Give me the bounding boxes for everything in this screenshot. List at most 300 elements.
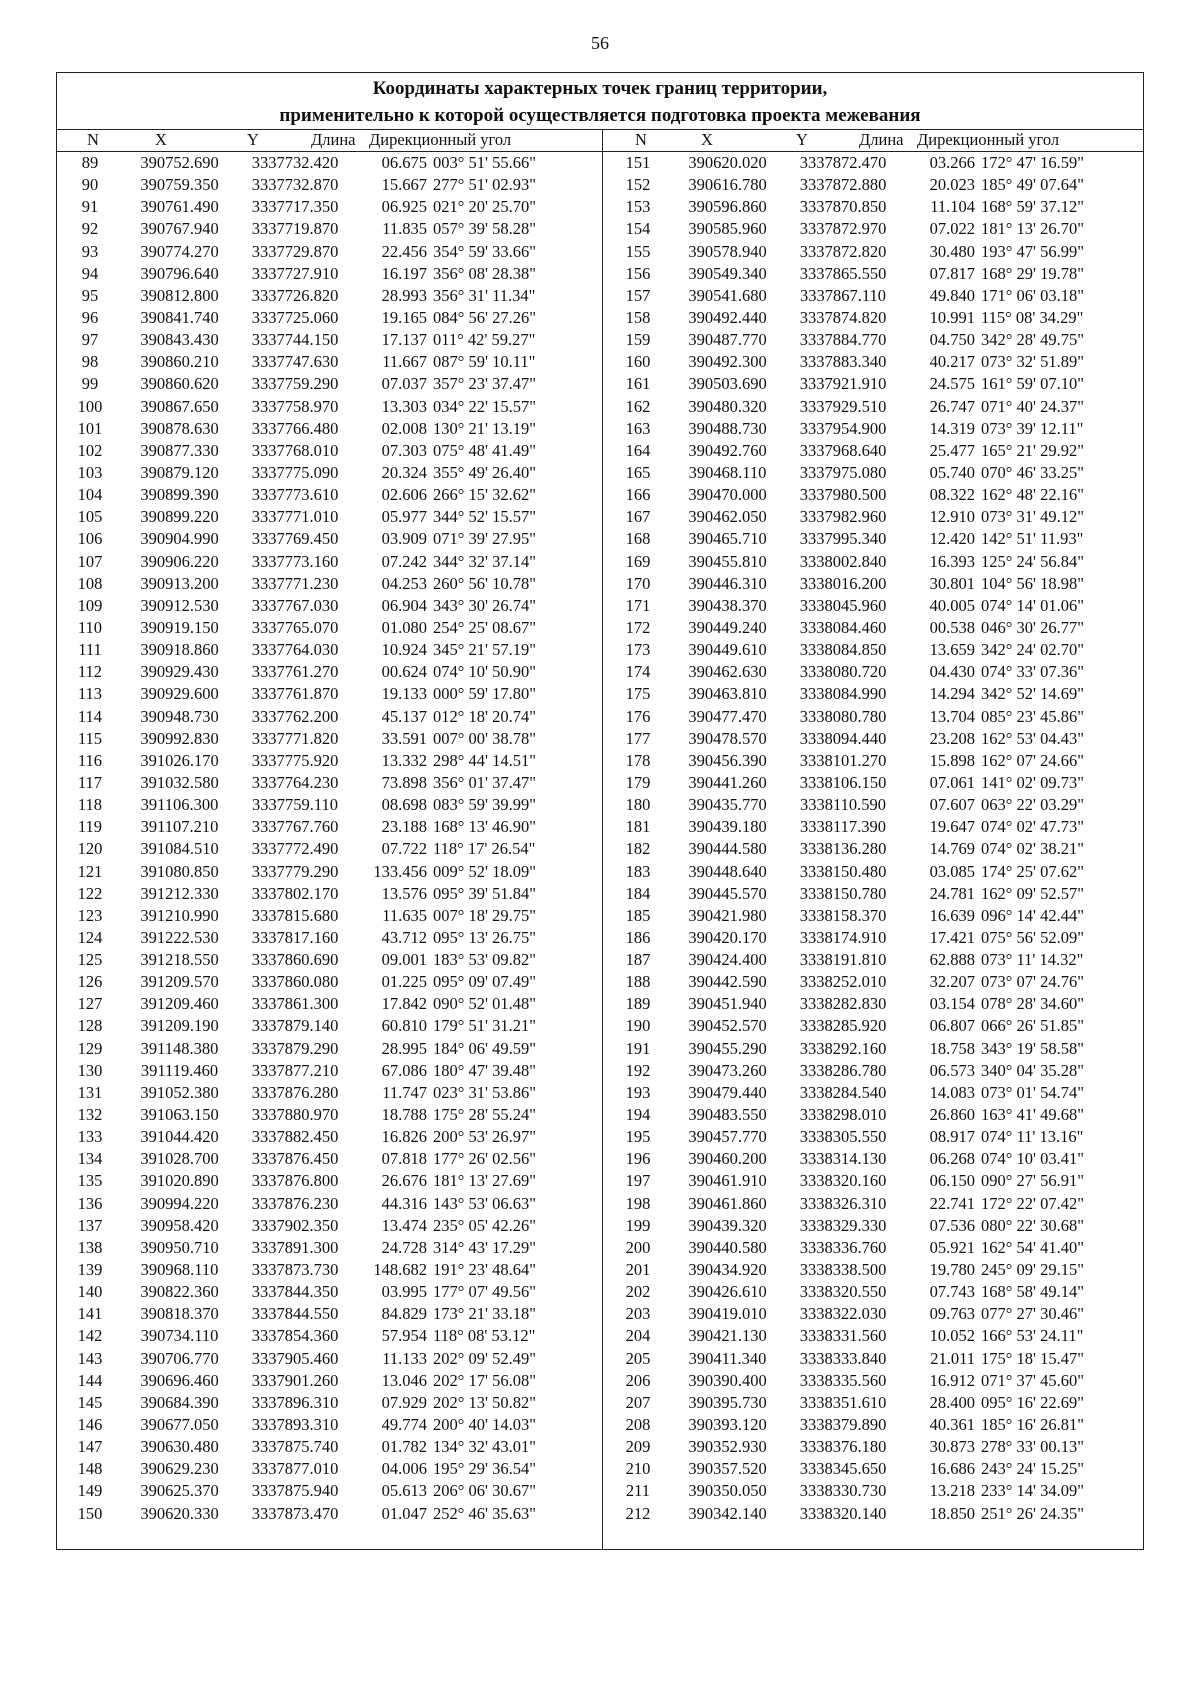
point-number: 117 [77,772,103,792]
y-coordinate: 3337877.210 [251,1060,339,1080]
x-coordinate: 390541.680 [688,285,767,305]
segment-length: 11.667 [382,352,427,372]
right-rows [605,152,1145,1525]
table-title-line-1: Координаты характерных точек границ территории, [372,78,828,99]
segment-length: 14.294 [929,684,975,704]
x-coordinate: 390411.340 [688,1348,767,1368]
point-number: 164 [625,440,651,460]
point-number: 156 [625,263,651,283]
table-row [57,971,602,993]
y-coordinate: 3337876.450 [251,1149,339,1169]
segment-length: 24.575 [929,374,975,394]
point-number: 169 [625,551,651,571]
table-row [57,285,602,307]
table-row [605,905,1145,927]
y-coordinate: 3338084.990 [799,684,887,704]
table-row [605,1392,1145,1414]
y-coordinate: 3337758.970 [251,396,339,416]
y-coordinate: 3337726.820 [251,285,339,305]
x-coordinate: 390460.200 [688,1149,767,1169]
x-coordinate: 390904.990 [140,529,219,549]
table-row [57,905,602,927]
x-coordinate: 390616.780 [688,175,767,195]
table-row [605,528,1145,550]
bearing-angle: 185° 49' 07.64" [981,175,1084,195]
x-coordinate: 390878.630 [140,418,219,438]
x-coordinate: 390477.470 [688,706,767,726]
segment-length: 03.995 [381,1282,427,1302]
y-coordinate: 3338333.840 [799,1348,887,1368]
y-coordinate: 3337872.820 [799,241,887,261]
table-row [57,174,602,196]
segment-length: 06.150 [929,1171,975,1191]
x-coordinate: 391106.300 [140,795,219,815]
y-coordinate: 3337884.770 [799,330,887,350]
y-coordinate: 3337815.680 [251,905,339,925]
x-coordinate: 390390.400 [688,1370,767,1390]
x-coordinate: 390596.860 [688,197,767,217]
bearing-angle: 095° 16' 22.69" [981,1392,1084,1412]
table-row [57,551,602,573]
point-number: 99 [81,374,99,394]
table-row [605,949,1145,971]
y-coordinate: 3337779.290 [251,861,339,881]
y-coordinate: 3338084.460 [799,617,887,637]
table-row [57,816,602,838]
y-coordinate: 3337905.460 [251,1348,339,1368]
bearing-angle: 342° 24' 02.70" [981,640,1084,660]
table-row [57,528,602,550]
point-number: 184 [625,883,651,903]
bearing-angle: 314° 43' 17.29" [433,1237,536,1257]
table-row [605,1480,1145,1502]
bearing-angle: 185° 16' 26.81" [981,1415,1084,1435]
y-coordinate: 3337719.870 [251,219,339,239]
point-number: 120 [77,839,103,859]
point-number: 95 [81,285,99,305]
segment-length: 13.704 [929,706,975,726]
x-coordinate: 391107.210 [140,817,219,837]
segment-length: 07.536 [929,1215,975,1235]
table-row [57,484,602,506]
point-number: 201 [625,1260,651,1280]
x-coordinate: 390480.320 [688,396,767,416]
segment-length: 73.898 [381,772,427,792]
x-coordinate: 390420.170 [688,927,767,947]
y-coordinate: 3337879.290 [251,1038,339,1058]
x-coordinate: 390860.210 [140,352,219,372]
table-row [605,1281,1145,1303]
table-row [57,861,602,883]
x-coordinate: 390435.770 [688,795,767,815]
bearing-angle: 162° 48' 22.16" [981,485,1084,505]
y-coordinate: 3337902.350 [251,1215,339,1235]
point-number: 92 [81,219,99,239]
table-row [605,728,1145,750]
x-coordinate: 390585.960 [688,219,767,239]
table-row [605,1060,1145,1082]
segment-length: 01.782 [381,1437,427,1457]
bearing-angle: 177° 26' 02.56" [433,1149,536,1169]
bearing-angle: 034° 22' 15.57" [433,396,536,416]
point-number: 109 [77,595,103,615]
point-number: 94 [81,263,99,283]
y-coordinate: 3337766.480 [251,418,339,438]
y-coordinate: 3337844.350 [251,1282,339,1302]
segment-length: 30.873 [929,1437,975,1457]
bearing-angle: 011° 42' 59.27" [433,330,536,350]
y-coordinate: 3337877.010 [251,1459,339,1479]
table-row [57,351,602,373]
point-number: 144 [77,1370,103,1390]
y-coordinate: 3338314.130 [799,1149,887,1169]
y-coordinate: 3337767.760 [251,817,339,837]
bearing-angle: 168° 58' 49.14" [981,1282,1084,1302]
bearing-angle: 161° 59' 07.10" [981,374,1084,394]
bearing-angle: 077° 27' 30.46" [981,1304,1084,1324]
bearing-angle: 195° 29' 36.54" [433,1459,536,1479]
segment-length: 13.332 [381,750,427,770]
point-number: 147 [77,1437,103,1457]
x-coordinate: 390426.610 [688,1282,767,1302]
y-coordinate: 3337773.610 [251,485,339,505]
table-row [605,595,1145,617]
table-row [605,1503,1145,1525]
bearing-angle: 095° 39' 51.84" [433,883,536,903]
bearing-angle: 012° 18' 20.74" [433,706,536,726]
segment-length: 07.303 [381,440,427,460]
y-coordinate: 3337968.640 [799,440,887,460]
x-coordinate: 390696.460 [140,1370,219,1390]
x-coordinate: 391080.850 [140,861,219,881]
bearing-angle: 095° 13' 26.75" [433,927,536,947]
y-coordinate: 3338191.810 [799,950,887,970]
segment-length: 07.818 [381,1149,427,1169]
y-coordinate: 3337775.090 [251,462,339,482]
segment-length: 23.208 [929,728,975,748]
y-coordinate: 3338150.480 [799,861,887,881]
y-coordinate: 3337773.160 [251,551,339,571]
table-row [57,1082,602,1104]
point-number: 161 [625,374,651,394]
y-coordinate: 3337980.500 [799,485,887,505]
y-coordinate: 3338150.780 [799,883,887,903]
bearing-angle: 000° 59' 17.80" [433,684,536,704]
point-number: 203 [625,1304,651,1324]
table-row [605,506,1145,528]
table-row [605,750,1145,772]
y-coordinate: 3337875.940 [251,1481,339,1501]
y-coordinate: 3337875.740 [251,1437,339,1457]
point-number: 177 [625,728,651,748]
x-coordinate: 390929.600 [140,684,219,704]
segment-length: 57.954 [381,1326,427,1346]
point-number: 127 [77,994,103,1014]
segment-length: 06.573 [929,1060,975,1080]
table-row [605,1215,1145,1237]
x-coordinate: 390449.240 [688,617,767,637]
bearing-angle: 202° 13' 50.82" [433,1392,536,1412]
table-row [57,396,602,418]
x-coordinate: 391084.510 [140,839,219,859]
point-number: 90 [81,175,99,195]
table-row [605,1348,1145,1370]
bearing-angle: 118° 08' 53.12" [433,1326,536,1346]
x-coordinate: 391052.380 [140,1082,219,1102]
x-coordinate: 390774.270 [140,241,219,261]
segment-length: 08.698 [381,795,427,815]
x-coordinate: 390444.580 [688,839,767,859]
table-row [57,218,602,240]
table-row [57,1325,602,1347]
bearing-angle: 057° 39' 58.28" [433,219,536,239]
table-row [605,218,1145,240]
table-row [605,1414,1145,1436]
x-coordinate: 391210.990 [140,905,219,925]
segment-length: 16.686 [929,1459,975,1479]
point-number: 165 [625,462,651,482]
point-number: 135 [77,1171,103,1191]
bearing-angle: 202° 09' 52.49" [433,1348,536,1368]
y-coordinate: 3338351.610 [799,1392,887,1412]
bearing-angle: 095° 09' 07.49" [433,972,536,992]
segment-length: 06.268 [929,1149,975,1169]
x-coordinate: 390439.320 [688,1215,767,1235]
x-coordinate: 390761.490 [140,197,219,217]
table-row [605,152,1145,174]
segment-length: 13.046 [381,1370,427,1390]
x-coordinate: 390449.610 [688,640,767,660]
point-number: 138 [77,1237,103,1257]
x-coordinate: 390357.520 [688,1459,767,1479]
table-row [605,661,1145,683]
point-number: 122 [77,883,103,903]
table-row [605,838,1145,860]
segment-length: 26.747 [929,396,975,416]
point-number: 157 [625,285,651,305]
table-row [57,418,602,440]
table-row [57,1104,602,1126]
segment-length: 60.810 [381,1016,427,1036]
segment-length: 18.788 [381,1105,427,1125]
bearing-angle: 141° 02' 09.73" [981,772,1084,792]
x-coordinate: 390994.220 [140,1193,219,1213]
bearing-angle: 165° 21' 29.92" [981,440,1084,460]
table-row [605,1015,1145,1037]
table-row [605,1303,1145,1325]
y-coordinate: 3337893.310 [251,1415,339,1435]
table-row [57,1370,602,1392]
table-row [57,1303,602,1325]
table-row [605,1082,1145,1104]
segment-length: 20.324 [381,462,427,482]
point-number: 180 [625,795,651,815]
bearing-angle: 074° 11' 13.16" [981,1127,1084,1147]
y-coordinate: 3337876.230 [251,1193,339,1213]
x-coordinate: 390451.940 [688,994,767,1014]
header-x: X [155,130,167,149]
y-coordinate: 3337761.270 [251,662,339,682]
header-x: X [701,130,713,149]
segment-length: 00.624 [381,662,427,682]
y-coordinate: 3338345.650 [799,1459,887,1479]
bearing-angle: 344° 32' 37.14" [433,551,536,571]
table-row [605,1259,1145,1281]
segment-length: 06.807 [929,1016,975,1036]
table-row [57,1503,602,1525]
bearing-angle: 356° 01' 37.47" [433,772,536,792]
y-coordinate: 3337732.870 [251,175,339,195]
y-coordinate: 3338002.840 [799,551,887,571]
table-row [57,595,602,617]
bearing-angle: 357° 23' 37.47" [433,374,536,394]
segment-length: 12.420 [929,529,975,549]
segment-length: 05.977 [381,507,427,527]
point-number: 143 [77,1348,103,1368]
bearing-angle: 168° 13' 46.90" [433,817,536,837]
x-coordinate: 390395.730 [688,1392,767,1412]
table-row [605,196,1145,218]
bearing-angle: 073° 39' 12.11" [981,418,1084,438]
segment-length: 03.266 [929,153,975,172]
bearing-angle: 184° 06' 49.59" [433,1038,536,1058]
bearing-angle: 181° 13' 27.69" [433,1171,536,1191]
table-row [605,329,1145,351]
point-number: 185 [625,905,651,925]
table-row [57,506,602,528]
segment-length: 24.728 [381,1237,427,1257]
table-row [605,484,1145,506]
segment-length: 02.008 [381,418,427,438]
x-coordinate: 390919.150 [140,617,219,637]
point-number: 97 [81,330,99,350]
segment-length: 26.860 [929,1105,975,1125]
bearing-angle: 343° 30' 26.74" [433,595,536,615]
y-coordinate: 3337729.870 [251,241,339,261]
bearing-angle: 278° 33' 00.13" [981,1437,1084,1457]
x-coordinate: 390457.770 [688,1127,767,1147]
point-number: 152 [625,175,651,195]
x-coordinate: 391026.170 [140,750,219,770]
x-coordinate: 390421.130 [688,1326,767,1346]
y-coordinate: 3337880.970 [251,1105,339,1125]
segment-length: 01.047 [381,1503,427,1523]
bearing-angle: 168° 29' 19.78" [981,263,1084,283]
table-row [57,883,602,905]
segment-length: 26.676 [381,1171,427,1191]
bearing-angle: 070° 46' 33.25" [981,462,1084,482]
y-coordinate: 3337874.820 [799,307,887,327]
x-coordinate: 390492.300 [688,352,767,372]
bearing-angle: 233° 14' 34.09" [981,1481,1084,1501]
x-coordinate: 390879.120 [140,462,219,482]
x-coordinate: 390424.400 [688,950,767,970]
point-number: 133 [77,1127,103,1147]
table-row [605,1370,1145,1392]
segment-length: 22.741 [929,1193,975,1213]
point-number: 202 [625,1282,651,1302]
segment-length: 45.137 [381,706,427,726]
point-number: 89 [81,153,99,172]
segment-length: 62.888 [929,950,975,970]
bearing-angle: 173° 21' 33.18" [433,1304,536,1324]
point-number: 98 [81,352,99,372]
x-coordinate: 390393.120 [688,1415,767,1435]
point-number: 183 [625,861,651,881]
point-number: 173 [625,640,651,660]
point-number: 111 [78,640,102,660]
table-row [605,462,1145,484]
y-coordinate: 3337860.080 [251,972,339,992]
table-row [605,772,1145,794]
point-number: 212 [625,1503,651,1523]
table-row [605,816,1145,838]
y-coordinate: 3338117.390 [799,817,886,837]
point-number: 121 [77,861,103,881]
table-row [57,1193,602,1215]
table-row [57,1436,602,1458]
y-coordinate: 3338252.010 [799,972,887,992]
segment-length: 16.197 [381,263,427,283]
y-coordinate: 3337764.230 [251,772,339,792]
y-coordinate: 3337867.110 [799,285,886,305]
table-row [605,263,1145,285]
bearing-angle: 200° 40' 14.03" [433,1415,536,1435]
table-row [605,1104,1145,1126]
bearing-angle: 345° 21' 57.19" [433,640,536,660]
y-coordinate: 3337921.910 [799,374,887,394]
table-row [57,1015,602,1037]
y-coordinate: 3338292.160 [799,1038,887,1058]
point-number: 114 [77,706,103,726]
segment-length: 19.133 [381,684,427,704]
x-coordinate: 390899.220 [140,507,219,527]
table-row [605,993,1145,1015]
table-row [605,617,1145,639]
bearing-angle: 251° 26' 24.35" [981,1503,1084,1523]
bearing-angle: 096° 14' 42.44" [981,905,1084,925]
bearing-angle: 193° 47' 56.99" [981,241,1084,261]
y-coordinate: 3337876.800 [251,1171,339,1191]
segment-length: 08.917 [929,1127,975,1147]
bearing-angle: 130° 21' 13.19" [433,418,536,438]
y-coordinate: 3337854.360 [251,1326,339,1346]
table-row [605,285,1145,307]
point-number: 189 [625,994,651,1014]
segment-length: 84.829 [381,1304,427,1324]
table-row [57,241,602,263]
bearing-angle: 085° 23' 45.86" [981,706,1084,726]
x-coordinate: 390492.440 [688,307,767,327]
y-coordinate: 3337872.970 [799,219,887,239]
table-row [605,1148,1145,1170]
table-row [605,883,1145,905]
table-row [605,927,1145,949]
bearing-angle: 252° 46' 35.63" [433,1503,536,1523]
point-number: 119 [77,817,103,837]
segment-length: 07.037 [381,374,427,394]
bearing-angle: 168° 59' 37.12" [981,197,1084,217]
segment-length: 14.769 [929,839,975,859]
y-coordinate: 3337896.310 [251,1392,339,1412]
x-coordinate: 390438.370 [688,595,767,615]
segment-length: 00.538 [929,617,975,637]
bearing-angle: 266° 15' 32.62" [433,485,536,505]
x-coordinate: 391032.580 [140,772,219,792]
table-row [57,1038,602,1060]
x-coordinate: 391212.330 [140,883,219,903]
y-coordinate: 3338282.830 [799,994,887,1014]
